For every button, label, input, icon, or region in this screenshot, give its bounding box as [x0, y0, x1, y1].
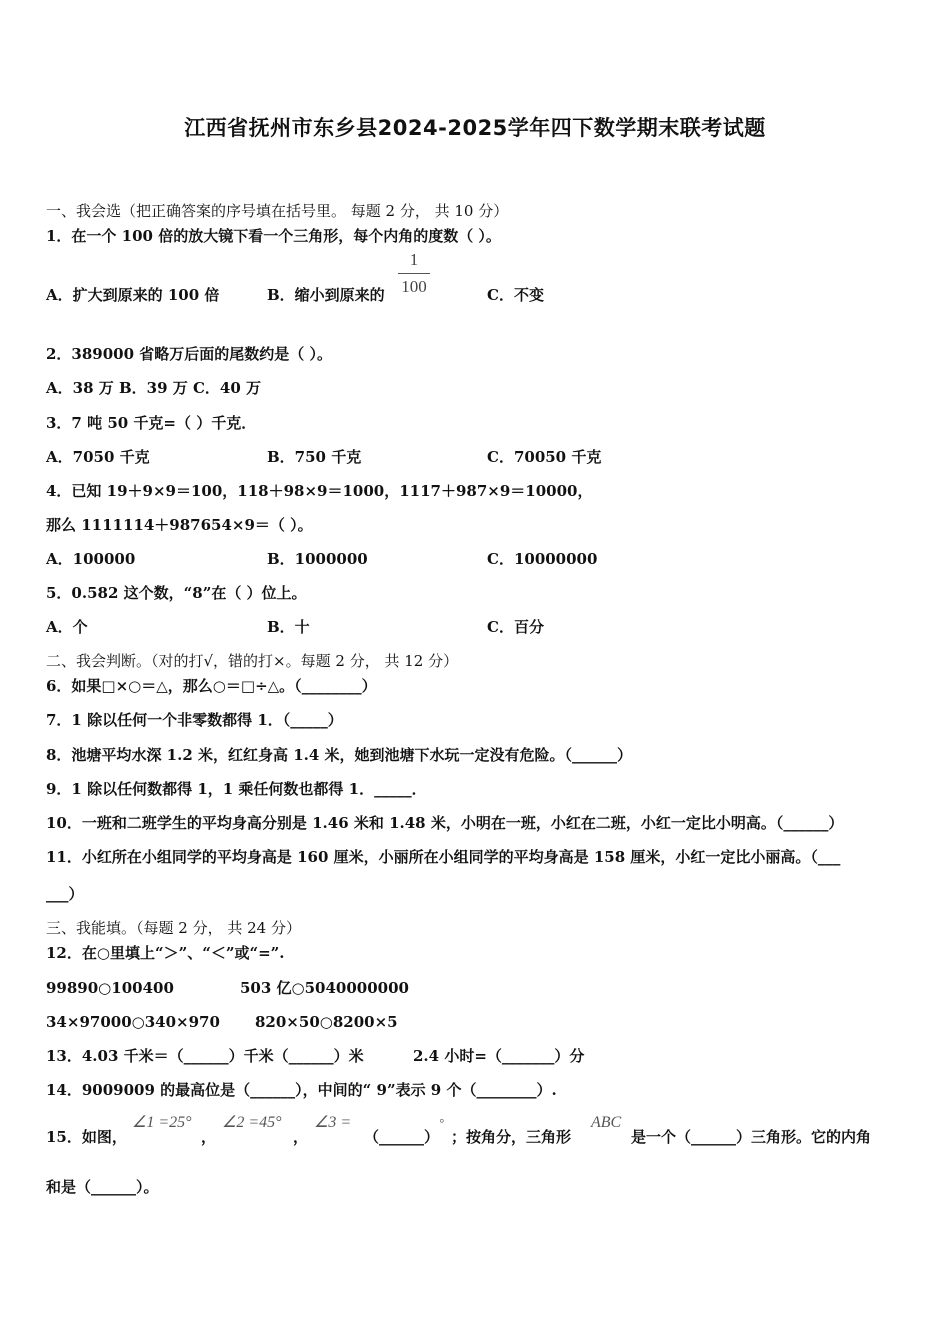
q5-option-a: A．个	[46, 618, 88, 636]
q5-stem: 5．0.582 这个数，“8”在（ ）位上。	[46, 584, 307, 602]
q15-angle-2: ∠2 =45°	[222, 1114, 282, 1131]
q12-item-4: 820×50○8200×5	[255, 1013, 398, 1031]
q4-stem-line1: 4．已知 19＋9×9＝100，118＋98×9＝1000，1117＋987×9＝10000，	[46, 482, 593, 500]
q6: 6．如果□×○＝△，那么○＝□÷△。（________）	[46, 677, 377, 695]
q13-part-a: 13．4.03 千米＝（______）千米（______）米	[46, 1047, 364, 1065]
q14: 14．9009009 的最高位是（______），中间的“ 9”表示 9 个（________）.	[46, 1081, 557, 1099]
q4-option-a: A．100000	[46, 550, 136, 568]
q12-stem: 12．在○里填上“＞”、“＜”或“=”.	[46, 944, 285, 962]
q3-option-a: A．7050 千克	[46, 448, 150, 466]
section-2-heading: 二、我会判断。（对的打√，错的打×。每题 2 分， 共 12 分）	[46, 652, 459, 670]
q4-stem-line2: 那么 1111114＋987654×9＝（ ）。	[46, 516, 313, 534]
q1-stem: 1．在一个 100 倍的放大镜下看一个三角形，每个内角的度数（ ）。	[46, 227, 501, 245]
q9: 9．1 除以任何数都得 1，1 乘任何数也都得 1．_____．	[46, 780, 427, 798]
fraction-bar	[398, 273, 430, 274]
section-3-heading: 三、我能填。（每题 2 分， 共 24 分）	[46, 919, 301, 937]
fraction-numerator: 1	[409, 250, 419, 269]
q15-mid: ；按角分，三角形	[451, 1128, 572, 1146]
q15-triangle-abc: ABC	[591, 1114, 622, 1131]
q15-degree: °	[439, 1116, 444, 1130]
fraction-denominator: 100	[401, 277, 427, 296]
q11-line1: 11．小红所在小组同学的平均身高是 160 厘米，小丽所在小组同学的平均身高是 158 厘米，小红一定比小丽高。（___	[46, 848, 841, 866]
q1-option-c: C．不变	[487, 286, 544, 304]
q15-blank: （______）	[364, 1128, 440, 1146]
q11-line2: ___）	[46, 885, 84, 903]
q2-stem: 2．389000 省略万后面的尾数约是（ ）。	[46, 345, 333, 363]
section-1-heading: 一、我会选（把正确答案的序号填在括号里。 每题 2 分， 共 10 分）	[46, 202, 509, 220]
q12-item-2: 503 亿○5040000000	[240, 979, 409, 997]
q15-angle-3: ∠3 =	[314, 1114, 352, 1131]
q4-option-c: C．10000000	[487, 550, 598, 568]
q15-rest: 是一个（______）三角形。它的内角	[631, 1128, 872, 1146]
q1-option-b: B．缩小到原来的	[267, 286, 385, 304]
q1-fraction	[398, 249, 430, 298]
q2-options: A．38 万 B．39 万 C．40 万	[46, 379, 261, 397]
q12-item-1: 99890○100400	[46, 979, 174, 997]
q13-part-b: 2.4 小时=（_______）分	[413, 1047, 585, 1065]
q15-comma-1: ，	[201, 1128, 217, 1146]
q3-stem: 3．7 吨 50 千克=（ ）千克．	[46, 414, 257, 432]
q1-option-a: A．扩大到原来的 100 倍	[46, 286, 220, 304]
q5-option-c: C．百分	[487, 618, 544, 636]
q7: 7．1 除以任何一个非零数都得 1．（_____）	[46, 711, 343, 729]
page-title: 江西省抚州市东乡县2024-2025学年四下数学期末联考试题	[184, 116, 766, 140]
q10: 10．一班和二班学生的平均身高分别是 1.46 米和 1.48 米，小明在一班，小红在二班，小红一定比小明高。（______）	[46, 814, 844, 832]
q4-option-b: B．1000000	[267, 550, 368, 568]
q12-item-3: 34×97000○340×970	[46, 1013, 220, 1031]
q15-lead: 15．如图，	[46, 1128, 127, 1146]
q5-option-b: B．十	[267, 618, 310, 636]
q8: 8．池塘平均水深 1.2 米，红红身高 1.4 米，她到池塘下水玩一定没有危险。（______）	[46, 746, 633, 764]
q15-line2: 和是（______）。	[46, 1178, 159, 1196]
q3-option-c: C．70050 千克	[487, 448, 602, 466]
q15-comma-2: ，	[293, 1128, 309, 1146]
q3-option-b: B．750 千克	[267, 448, 362, 466]
q15-angle-1: ∠1 =25°	[132, 1114, 192, 1131]
